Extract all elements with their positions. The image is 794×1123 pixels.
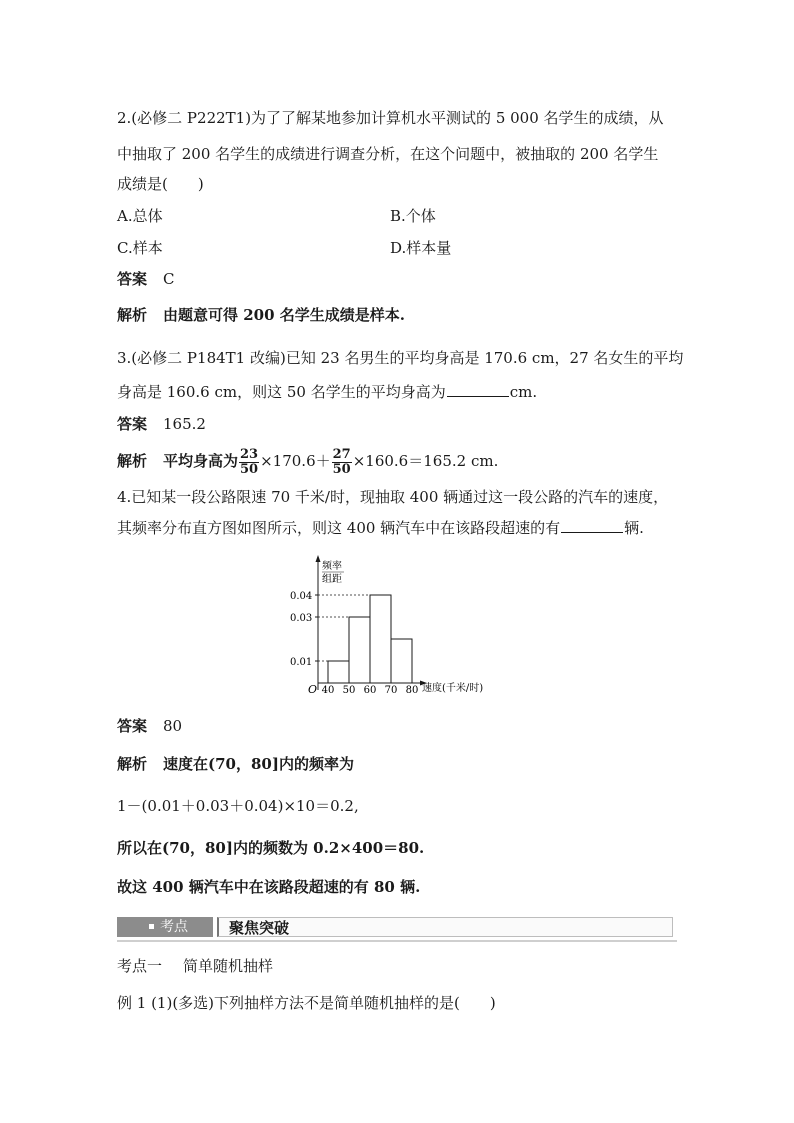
analysis-text: 速度在(70，80]内的频率为 bbox=[163, 755, 354, 773]
q2-option-c: C.样本 bbox=[117, 239, 163, 257]
q2-option-b: B.个体 bbox=[390, 207, 436, 225]
analysis-label: 解析 bbox=[117, 755, 148, 773]
q3-line-2-text: 身高是 160.6 cm，则这 50 名学生的平均身高为 bbox=[117, 383, 446, 401]
answer-value: 165.2 bbox=[163, 415, 206, 433]
answer-value: 80 bbox=[163, 717, 183, 735]
q2-line-1: 2.(必修二 P222T1)为了了解某地参加计算机水平测试的 5 000 名学生的成绩，从 bbox=[117, 109, 664, 127]
ylabel-bottom: 组距 bbox=[322, 574, 342, 585]
topic-label: 考点一 bbox=[117, 957, 163, 975]
q4-answer bbox=[117, 716, 182, 736]
q4-line-2 bbox=[117, 518, 644, 538]
x-tick-label: 80 bbox=[405, 685, 419, 696]
analysis-result: ×160.6＝165.2 cm. bbox=[352, 452, 499, 470]
answer-label: 答案 bbox=[117, 717, 148, 735]
q3-line-1: 3.(必修二 P184T1 改编)已知 23 名男生的平均身高是 170.6 cm，27 名女生的平均 bbox=[117, 349, 684, 367]
section-tag-text: 考点 bbox=[160, 919, 188, 935]
frequency-histogram bbox=[290, 552, 500, 702]
section-underline bbox=[117, 940, 677, 942]
answer-label: 答案 bbox=[117, 270, 148, 288]
fraction-numerator: 23 bbox=[240, 446, 259, 462]
q2-line-2: 中抽取了 200 名学生的成绩进行调查分析，在这个问题中，被抽取的 200 名学生 bbox=[117, 145, 659, 163]
q4-line-2-text: 其频率分布直方图如图所示，则这 400 辆汽车中在该路段超速的有 bbox=[117, 519, 561, 537]
q3-line-2 bbox=[117, 382, 537, 402]
q4-analysis-line-4: 故这 400 辆汽车中在该路段超速的有 80 辆. bbox=[117, 878, 421, 896]
histogram-bar bbox=[328, 661, 349, 683]
analysis-label: 解析 bbox=[117, 452, 148, 470]
q3-answer bbox=[117, 414, 206, 434]
q4-analysis-line-2: 1－(0.01＋0.03＋0.04)×10＝0.2, bbox=[117, 797, 359, 815]
section-tag bbox=[117, 917, 213, 937]
q3-analysis bbox=[117, 446, 498, 477]
fraction-denominator: 50 bbox=[240, 461, 259, 477]
analysis-text: 平均身高为 bbox=[163, 452, 239, 470]
analysis-label: 解析 bbox=[117, 306, 148, 324]
q4-analysis-line-3: 所以在(70，80]内的频数为 0.2×400＝80. bbox=[117, 839, 425, 857]
topic-title: 简单随机抽样 bbox=[183, 957, 274, 975]
q2-analysis bbox=[117, 305, 405, 325]
histogram-bar bbox=[370, 595, 391, 683]
y-tick-label: 0.03 bbox=[290, 613, 313, 624]
ylabel-top: 频率 bbox=[322, 561, 342, 572]
section-header bbox=[117, 914, 677, 940]
fraction bbox=[332, 448, 352, 477]
square-bullet-icon bbox=[149, 924, 154, 929]
answer-label: 答案 bbox=[117, 415, 148, 433]
example-1: 例 1 (1)(多选)下列抽样方法不是简单随机抽样的是( ) bbox=[117, 994, 496, 1012]
x-axis-label: 速度(千米/时) bbox=[422, 683, 484, 694]
y-tick-label: 0.01 bbox=[290, 657, 313, 668]
fraction-numerator: 27 bbox=[332, 446, 351, 462]
q2-option-a: A.总体 bbox=[117, 207, 163, 225]
q4-analysis bbox=[117, 754, 354, 774]
answer-blank bbox=[447, 382, 509, 397]
analysis-text: 由题意可得 200 名学生成绩是样本. bbox=[163, 306, 405, 324]
q4-line-1: 4.已知某一段公路限速 70 千米/时，现抽取 400 辆通过这一段公路的汽车的速度， bbox=[117, 488, 669, 506]
origin-label: O bbox=[308, 683, 318, 696]
x-tick-label: 60 bbox=[363, 685, 377, 696]
answer-blank bbox=[561, 518, 623, 533]
x-tick-label: 40 bbox=[321, 685, 335, 696]
q3-unit: cm. bbox=[509, 383, 538, 401]
x-tick-label: 70 bbox=[384, 685, 398, 696]
y-axis-arrow bbox=[316, 555, 321, 562]
topic-heading bbox=[117, 956, 273, 976]
fraction bbox=[239, 448, 259, 477]
section-title: 聚焦突破 bbox=[217, 917, 673, 937]
x-tick-label: 50 bbox=[342, 685, 356, 696]
analysis-mid: ×170.6＋ bbox=[260, 452, 331, 470]
q4-unit: 辆. bbox=[624, 519, 644, 537]
q2-line-3: 成绩是( ) bbox=[117, 175, 204, 193]
q2-option-d: D.样本量 bbox=[390, 239, 452, 257]
y-tick-label: 0.04 bbox=[290, 591, 313, 602]
q2-answer bbox=[117, 269, 174, 289]
histogram-bar bbox=[349, 617, 370, 683]
fraction-denominator: 50 bbox=[332, 461, 351, 477]
answer-value: C bbox=[163, 270, 175, 288]
histogram-bar bbox=[391, 639, 412, 683]
